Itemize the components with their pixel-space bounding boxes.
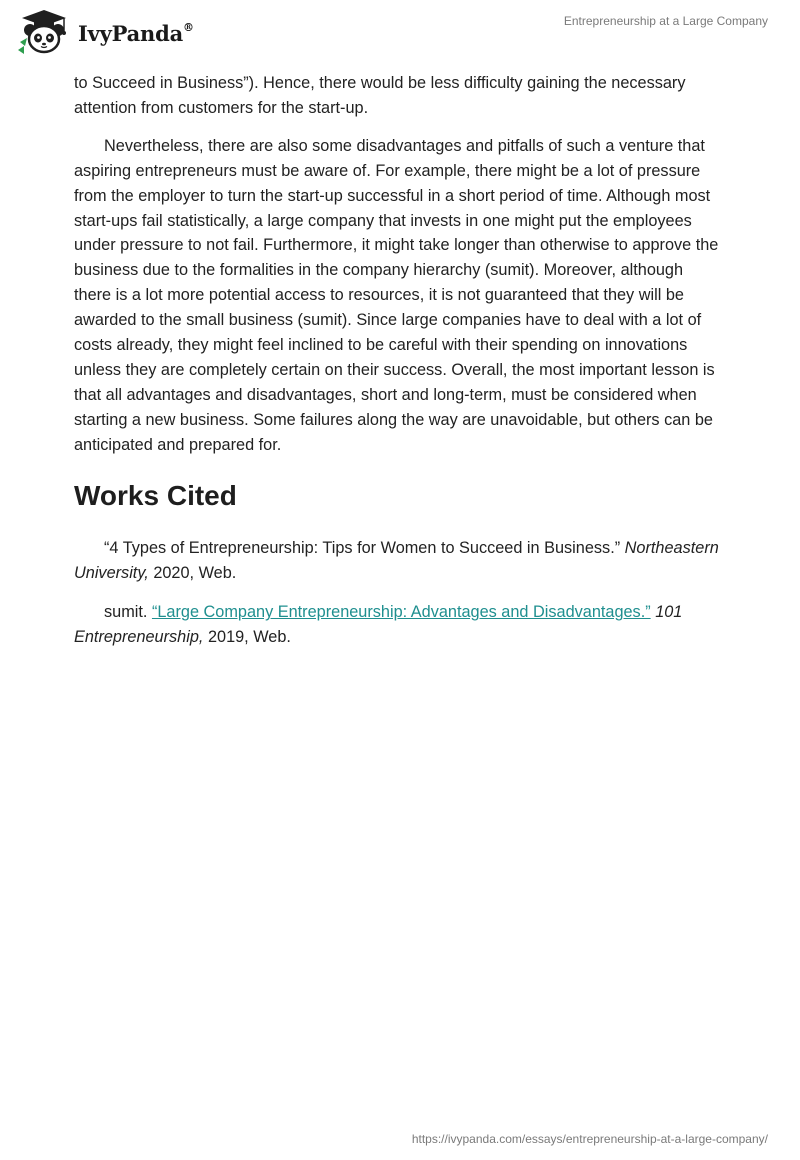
document-title: Entrepreneurship at a Large Company [563,14,768,28]
citation-source: 101 Entrepreneurship, [74,603,683,647]
body-paragraph: to Succeed in Business”). Hence, there would be less difficulty gaining the necessary attention from customers for the start-up. [74,74,686,117]
citation-details: 2020, Web. [148,563,237,582]
citation-entry [74,600,724,650]
citation-source: Northeastern University, [74,538,719,582]
brand-logo[interactable] [14,8,194,58]
citation-link[interactable]: “Large Company Entrepreneurship: Advantages and Disadvantages.” [151,603,651,622]
citation-author: sumit. [104,603,152,622]
citation-entry [74,536,724,586]
citation-details: 2019, Web. [203,628,291,647]
works-cited-heading: Works Cited [74,479,237,511]
brand-name: IvyPanda® [78,20,194,46]
panda-graduate-icon [14,8,74,58]
citation-title: “4 Types of Entrepreneurship: Tips for Women to Succeed in Business.” [104,538,621,557]
footer-url: https://ivypanda.com/essays/entrepreneurship-at-a-large-company/ [411,1132,768,1146]
essay-content [74,71,724,665]
body-paragraph: Nevertheless, there are also some disadvantages and pitfalls of such a venture that aspiring entrepreneurs must be aware of. For example, there might be a lot of pressure from the employer to turn the start-up successful in a short period of time. Although most start-ups fail statistically, a large company that invests in one might put the employees under pressure to not fail. Furthermore, it might take longer than otherwise to approve the business due to the formalities in the company hierarchy (sumit). Moreover, although there is a lot more potential access to resources, it is not guaranteed that they will be awarded to the small business (sumit). Since large companies have to deal with a lot of costs already, they might feel inclined to be careful with their spending on innovations unless they are completely certain on their success. Overall, the most important lesson is that all advantages and disadvantages, short and long-term, must be considered when starting a new business. Some failures along the way are unavoidable, but others can be anticipated and prepared for. [74,136,719,454]
